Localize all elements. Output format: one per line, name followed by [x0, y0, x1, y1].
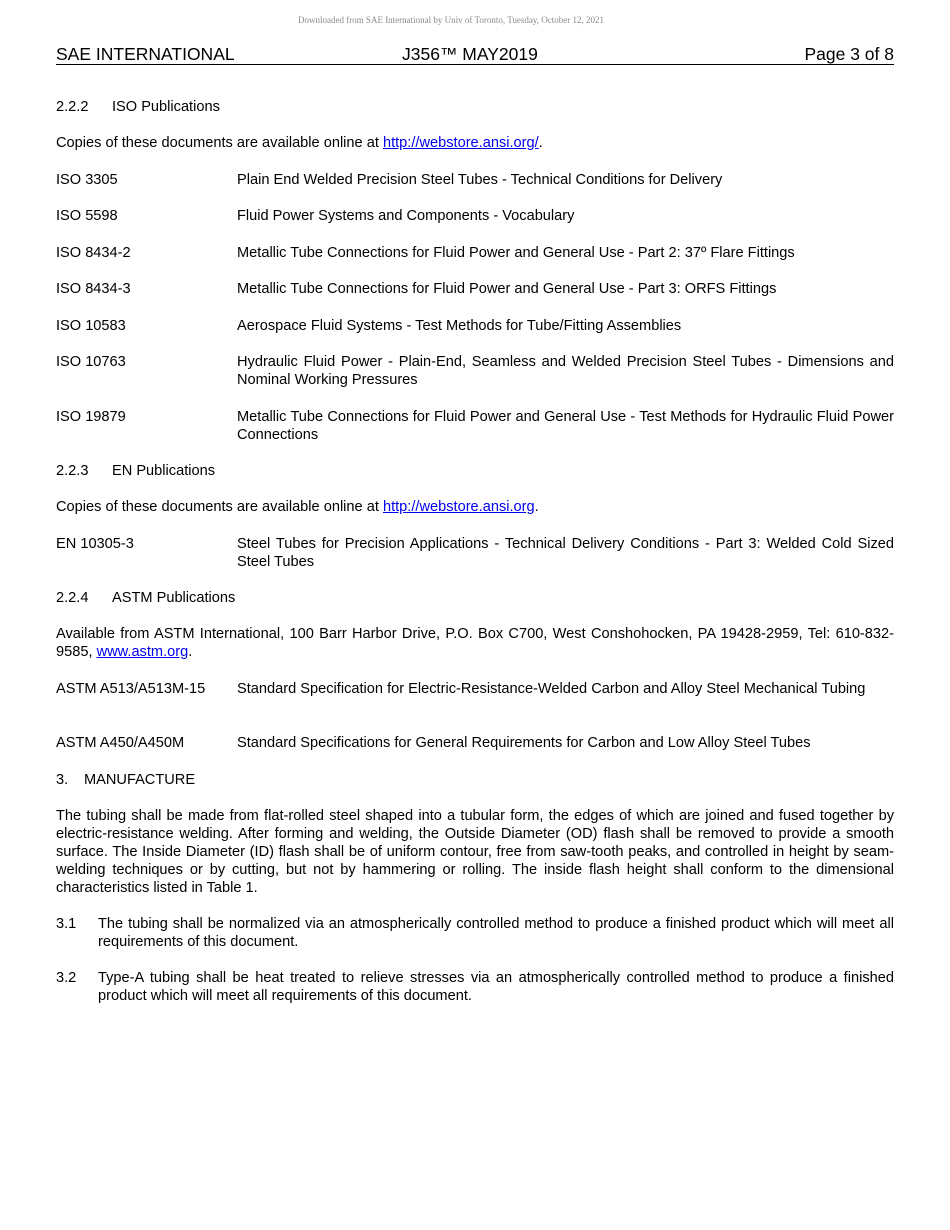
section-heading-2-2-3	[56, 462, 894, 480]
reference-code: ISO 19879	[56, 409, 126, 425]
header-page-number: Page 3 of 8	[804, 44, 894, 64]
reference-title: Aerospace Fluid Systems - Test Methods for Tube/Fitting Assemblies	[237, 318, 682, 334]
reference-code: ISO 10763	[56, 354, 126, 370]
reference-code: ISO 10583	[56, 318, 126, 334]
reference-title: Fluid Power Systems and Components - Vocabulary	[237, 208, 575, 224]
reference-title: Hydraulic Fluid Power - Plain-End, Seamless and Welded Precision Steel Tubes - Dimensions and Nominal Working Pressures	[237, 354, 894, 388]
intro-period: .	[534, 499, 539, 515]
reference-code: EN 10305-3	[56, 536, 134, 552]
reference-title: Metallic Tube Connections for Fluid Power and General Use - Part 2: 37º Flare Fittings	[237, 245, 795, 261]
section-number: 3.	[56, 772, 69, 788]
reference-title: Metallic Tube Connections for Fluid Power and General Use - Part 3: ORFS Fittings	[237, 281, 777, 297]
clause-number: 3.1	[56, 916, 77, 932]
section-heading-2-2-4	[56, 589, 894, 607]
section-number: 2.2.3	[56, 463, 89, 479]
intro-period: .	[188, 644, 193, 660]
section-number: 2.2.2	[56, 99, 89, 115]
reference-code: ASTM A450/A450M	[56, 735, 185, 751]
reference-code: ISO 8434-2	[56, 245, 131, 261]
section-title: EN Publications	[112, 463, 216, 479]
section-intro-2-2-2	[56, 134, 894, 152]
manufacture-paragraph: The tubing shall be made from flat-rolled steel shaped into a tubular form, the edges of which are joined and fused together by electric-resistance welding. After forming and welding, the Outside Diameter (OD) flash shall be removed to provide a smooth surface. The Inside Diameter (ID) flash shall be of uniform contour, free from saw-tooth peaks, and controlled in height by seam-welding techniques or by cutting, but not by hammering or rolling. The inside flash height shall conform to the dimensional characteristics listed in Table 1.	[56, 808, 894, 896]
reference-title: Metallic Tube Connections for Fluid Power and General Use - Test Methods for Hydraulic Fluid Power Connections	[237, 409, 894, 443]
reference-code: ISO 8434-3	[56, 281, 131, 297]
section-intro-2-2-3	[56, 498, 894, 516]
header-publisher: SAE INTERNATIONAL	[56, 44, 235, 64]
intro-text: Available from ASTM International, 100 Barr Harbor Drive, P.O. Box C700, West Conshohocken, PA 19428-2959, Tel: 610-832-9585,	[56, 626, 894, 660]
intro-text: Copies of these documents are available online at	[56, 499, 383, 515]
reference-title: Steel Tubes for Precision Applications - Technical Delivery Conditions - Part 3: Welded Cold Sized Steel Tubes	[237, 536, 894, 570]
reference-title: Standard Specification for Electric-Resistance-Welded Carbon and Alloy Steel Mechanical Tubing	[237, 681, 866, 697]
section-title: ISO Publications	[112, 99, 220, 115]
section-intro-2-2-4	[56, 625, 894, 661]
section-number: 2.2.4	[56, 590, 89, 606]
intro-period: .	[538, 135, 543, 151]
intro-text: Copies of these documents are available online at	[56, 135, 383, 151]
section-heading-2-2-2	[56, 98, 894, 116]
reference-title: Plain End Welded Precision Steel Tubes - Technical Conditions for Delivery	[237, 172, 723, 188]
section-title: ASTM Publications	[112, 590, 236, 606]
section-heading-3	[56, 771, 894, 789]
clause-text: The tubing shall be normalized via an atmospherically controlled method to produce a finished product which will meet all requirements of this document.	[98, 916, 894, 950]
reference-code: ISO 3305	[56, 172, 118, 188]
page-header	[56, 44, 894, 65]
astm-website-link[interactable]: www.astm.org	[96, 644, 189, 660]
ansi-webstore-link[interactable]: http://webstore.ansi.org/	[382, 135, 539, 151]
clause-number: 3.2	[56, 970, 77, 986]
section-title: MANUFACTURE	[84, 772, 196, 788]
reference-title: Standard Specifications for General Requirements for Carbon and Low Alloy Steel Tubes	[237, 735, 811, 751]
reference-code: ISO 5598	[56, 208, 118, 224]
download-watermark: Downloaded from SAE International by Univ of Toronto, Tuesday, October 12, 2021	[297, 15, 605, 25]
ansi-webstore-link[interactable]: http://webstore.ansi.org	[382, 499, 535, 515]
clause-text: Type-A tubing shall be heat treated to relieve stresses via an atmospherically controlled method to produce a finished product which will meet all requirements of this document.	[98, 970, 894, 1004]
header-doc-id: J356™ MAY2019	[402, 44, 538, 64]
reference-code: ASTM A513/A513M-15	[56, 681, 206, 697]
